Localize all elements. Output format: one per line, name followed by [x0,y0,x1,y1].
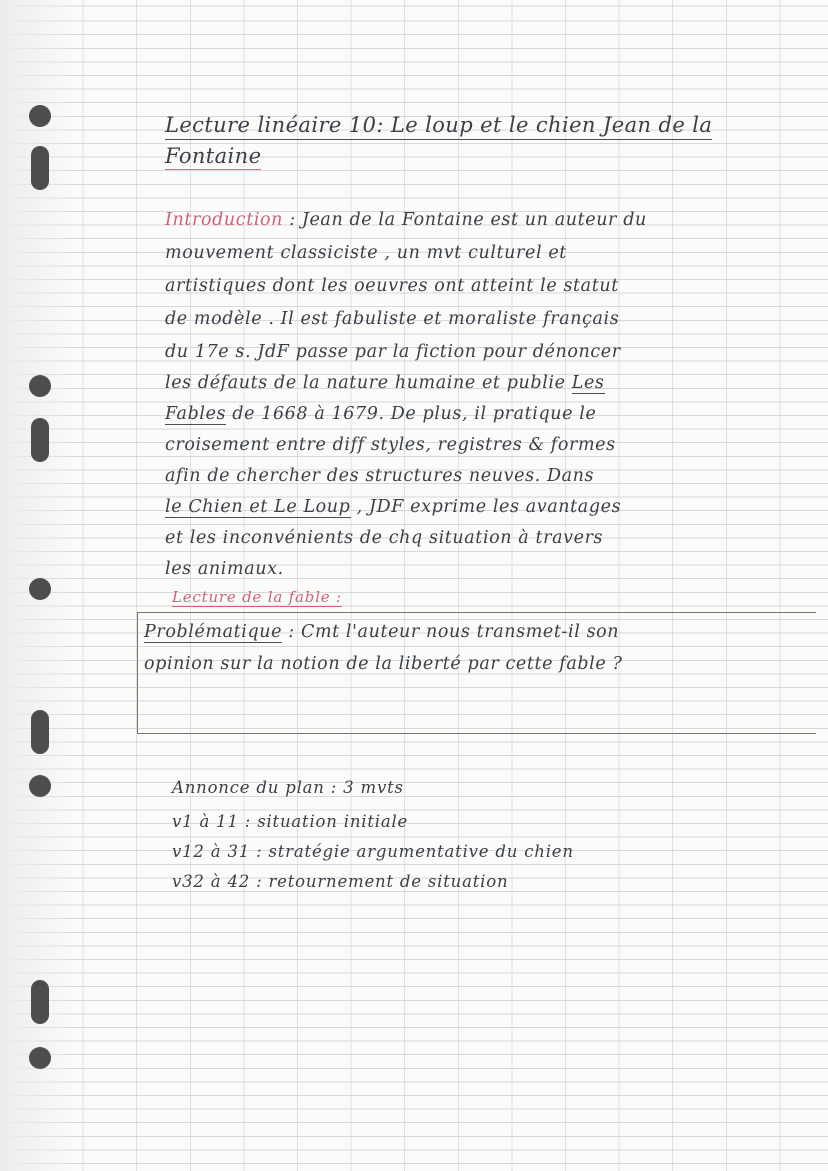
plan-item: v32 à 42 : retournement de situation [172,872,509,891]
binder-hole [29,105,51,127]
intro-line [165,210,647,230]
binder-hole [31,710,49,754]
intro-text: de 1668 à 1679. De plus, il pratique le [232,404,597,424]
binder-hole [31,146,49,190]
problematique-line: opinion sur la notion de la liberté par cette fable ? [144,654,623,674]
intro-line: artistiques dont les oeuvres ont atteint le statut [165,276,619,296]
binder-hole [29,375,51,397]
binder-hole [29,578,51,600]
plan-item: v12 à 31 : stratégie argumentative du chien [172,842,574,861]
binder-hole [29,775,51,797]
lecture-label: Lecture de la fable : [172,588,342,606]
problematique-label: Problématique [144,622,283,642]
fables-title-part: Fables [165,404,227,424]
intro-label: Introduction [165,210,284,230]
title-line-2: Fontaine [165,144,262,168]
title-line-1: Lecture linéaire 10: Le loup et le chien Jean de la [165,113,712,140]
binder-hole [31,418,49,462]
fable-name: le Chien et Le Loup [165,497,351,517]
intro-line: et les inconvénients de chq situation à travers [165,528,604,548]
plan-item: v1 à 11 : situation initiale [172,812,409,831]
intro-line: croisement entre diff styles, registres & formes [165,435,616,455]
intro-line [165,373,605,393]
intro-text: les défauts de la nature humaine et publie [165,373,566,393]
problematique-text: : Cmt l'auteur nous transmet-il son [288,622,620,642]
intro-line: de modèle . Il est fabuliste et moraliste français [165,309,620,329]
intro-line: mouvement classiciste , un mvt culturel et [165,243,567,263]
intro-line: du 17e s. JdF passe par la fiction pour dénoncer [165,342,621,362]
intro-text: : Jean de la Fontaine est un auteur du [289,210,647,230]
binder-hole [31,980,49,1024]
intro-line: afin de chercher des structures neuves. Dans [165,466,595,486]
page-title [165,110,712,140]
problematique-line [144,622,619,642]
plan-header: Annonce du plan : 3 mvts [172,778,404,797]
fables-title-part: Les [571,373,605,393]
binder-hole [29,1047,51,1069]
intro-line: les animaux. [165,559,284,579]
intro-text: , JDF exprime les avantages [356,497,622,517]
intro-line [165,497,621,517]
intro-line [165,404,596,424]
